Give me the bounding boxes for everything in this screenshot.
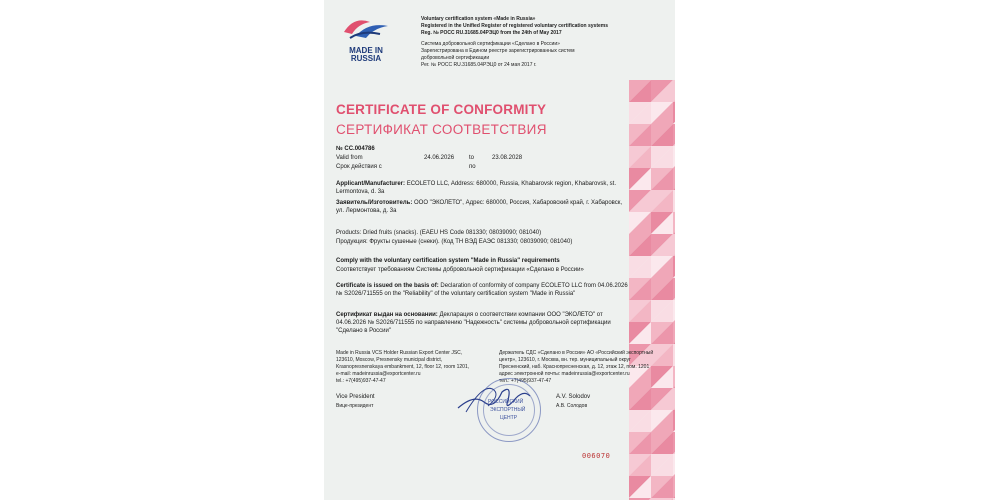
holder-en-5: tel.: +7(495)937-47-47 <box>336 378 386 384</box>
pattern-triangle <box>673 432 675 454</box>
header-ru-3: добровольной сертификации <box>421 55 490 61</box>
valid-to-label-ru: по <box>469 164 476 170</box>
pattern-triangle <box>673 102 675 124</box>
title-ru: СЕРТИФИКАТ СООТВЕТСТВИЯ <box>336 122 547 137</box>
logo-swoosh-icon <box>336 12 396 42</box>
logo-text-line2: RUSSIA <box>350 54 382 63</box>
products-en <box>336 229 541 237</box>
products-ru-text: Фрукты сушеные (снеки). (Код ТН ВЭД ЕАЭС 081330; 08039090; 081040) <box>369 239 573 245</box>
signatory-role-en: Vice President <box>336 394 375 400</box>
basis-ru-label: Сертификат выдан на основании: <box>336 312 438 318</box>
holder-ru-3: Пресненский, наб. Краснопресненская, д. 12, этаж 12, пом. 1201 <box>499 364 650 370</box>
basis-en-label: Certificate is issued on the basis of: <box>336 283 439 289</box>
pattern-triangle <box>673 344 675 366</box>
valid-from-date: 24.06.2026 <box>424 155 455 161</box>
valid-from-label: Valid from <box>336 155 363 161</box>
holder-en-2: 123610, Moscow, Presnensky municipal district, <box>336 357 443 363</box>
logo-text-line1: MADE IN <box>349 46 383 55</box>
pattern-triangle <box>673 234 675 256</box>
stamp-line3: ЦЕНТР <box>500 415 518 421</box>
pattern-triangle <box>673 476 675 498</box>
products-en-label: Products: <box>336 230 362 236</box>
serial-number: 006070 <box>582 452 611 460</box>
pattern-triangle <box>673 366 675 388</box>
comply-ru: Соответствует требованиям Системы добровольной сертификации «Сделано в России» <box>336 267 584 273</box>
certificate-number: № CC.004786 <box>336 146 375 152</box>
applicant-en <box>336 180 631 196</box>
certificate-page <box>324 0 675 500</box>
pattern-triangle <box>673 190 675 212</box>
made-in-russia-logo <box>336 12 396 62</box>
pattern-triangle <box>673 300 675 322</box>
holder-ru-1: Держатель СДС «Сделано в России» АО «Российский экспортный <box>499 350 654 356</box>
header-ru-4: Рег. № POCC RU.31685.04РЭЦ0 от 24 мая 2017 г. <box>421 62 537 68</box>
title-en: CERTIFICATE OF CONFORMITY <box>336 102 547 117</box>
holder-en-4: e-mail: madeinrussia@exportcenter.ru <box>336 371 421 377</box>
pattern-triangle <box>673 388 675 410</box>
products-ru <box>336 238 572 246</box>
signatory-name-ru: А.В. Солодов <box>556 403 588 409</box>
products-ru-label: Продукция: <box>336 239 368 245</box>
products-en-text: Dried fruits (snacks). (EAEU HS Code 081330; 08039090; 081040) <box>363 230 542 236</box>
valid-to-label: to <box>469 155 475 161</box>
header-en-1: Voluntary certification system «Made in Russia» <box>421 16 536 22</box>
pattern-triangle <box>673 168 675 190</box>
holder-ru-2: центр», 123610, г. Москва, вн. тер. муниципальный округ <box>499 357 631 363</box>
pattern-triangle <box>673 146 675 168</box>
header-en-3: Reg. № POCC RU.31685.04РЭЦ0 from the 24th of May 2017 <box>421 30 562 36</box>
header-en-2: Registered in the Unified Register of registered voluntary certification systems <box>421 23 608 29</box>
applicant-ru-label: Заявитель/Изготовитель: <box>336 200 413 206</box>
holder-ru-4: адрес электронной почты: madeinrussia@exportcenter.ru <box>499 371 630 377</box>
holder-en-3: Krasnopresnenskaya embankment, 12, floor 12, room 1201, <box>336 364 470 370</box>
signatory-role-ru: Вице-президент <box>336 403 374 409</box>
applicant-ru <box>336 199 631 215</box>
pattern-triangle <box>673 256 675 278</box>
applicant-en-label: Applicant/Manufacturer: <box>336 181 406 187</box>
valid-to-date: 23.08.2028 <box>492 155 523 161</box>
pattern-triangle <box>673 124 675 146</box>
applicant-en-text: ECOLETO LLC, Address: 680000, Russia, Khabarovsk region, Khabarovsk, st. Lermontova, d. 3a <box>336 181 617 195</box>
pattern-triangle <box>673 322 675 344</box>
pattern-triangle <box>673 278 675 300</box>
basis-en <box>336 282 631 298</box>
holder-en-1: Made in Russia VCS Holder Russian Export Center JSC, <box>336 350 463 356</box>
signatory-name-en: A.V. Solodov <box>556 394 591 400</box>
holder-ru-5: тел.: +7(495)937-47-47 <box>499 378 552 384</box>
basis-ru <box>336 311 631 335</box>
basis-ru-text: Декларация о соответствии компании ООО "ЭКОЛЕТО" от 04.06.2026 № S2026/711555 по направлению "Надежность" системы добровольной сертификации "Сделано в России" <box>336 312 611 334</box>
stamp-line2: ЭКСПОРТНЫЙ <box>490 407 526 413</box>
pattern-triangle <box>673 80 675 102</box>
valid-from-label-ru: Срок действия с <box>336 164 382 170</box>
comply-en: Comply with the voluntary certification system "Made in Russia" requirements <box>336 258 560 264</box>
stamp-line1: РОССИЙСКИЙ <box>488 399 524 405</box>
pattern-triangle <box>673 454 675 476</box>
pattern-triangle <box>673 410 675 432</box>
pattern-triangle <box>673 212 675 234</box>
stamp-seal <box>477 378 541 442</box>
basis-en-text: Declaration of conformity of company ECOLETO LLC from 04.06.2026 № S2026/711555 on the "Reliability" of the voluntary certification system "Made in Russia" <box>336 283 628 297</box>
header-ru-1: Система добровольной сертификации «Сделано в России» <box>421 41 560 47</box>
header-ru-2: Зарегистрирована в Едином реестре зарегистрированных систем <box>421 48 575 54</box>
applicant-ru-text: ООО "ЭКОЛЕТО", Адрес: 680000, Россия, Хабаровский край, г. Хабаровск, ул. Лермонтова, д. 3а <box>336 200 623 214</box>
